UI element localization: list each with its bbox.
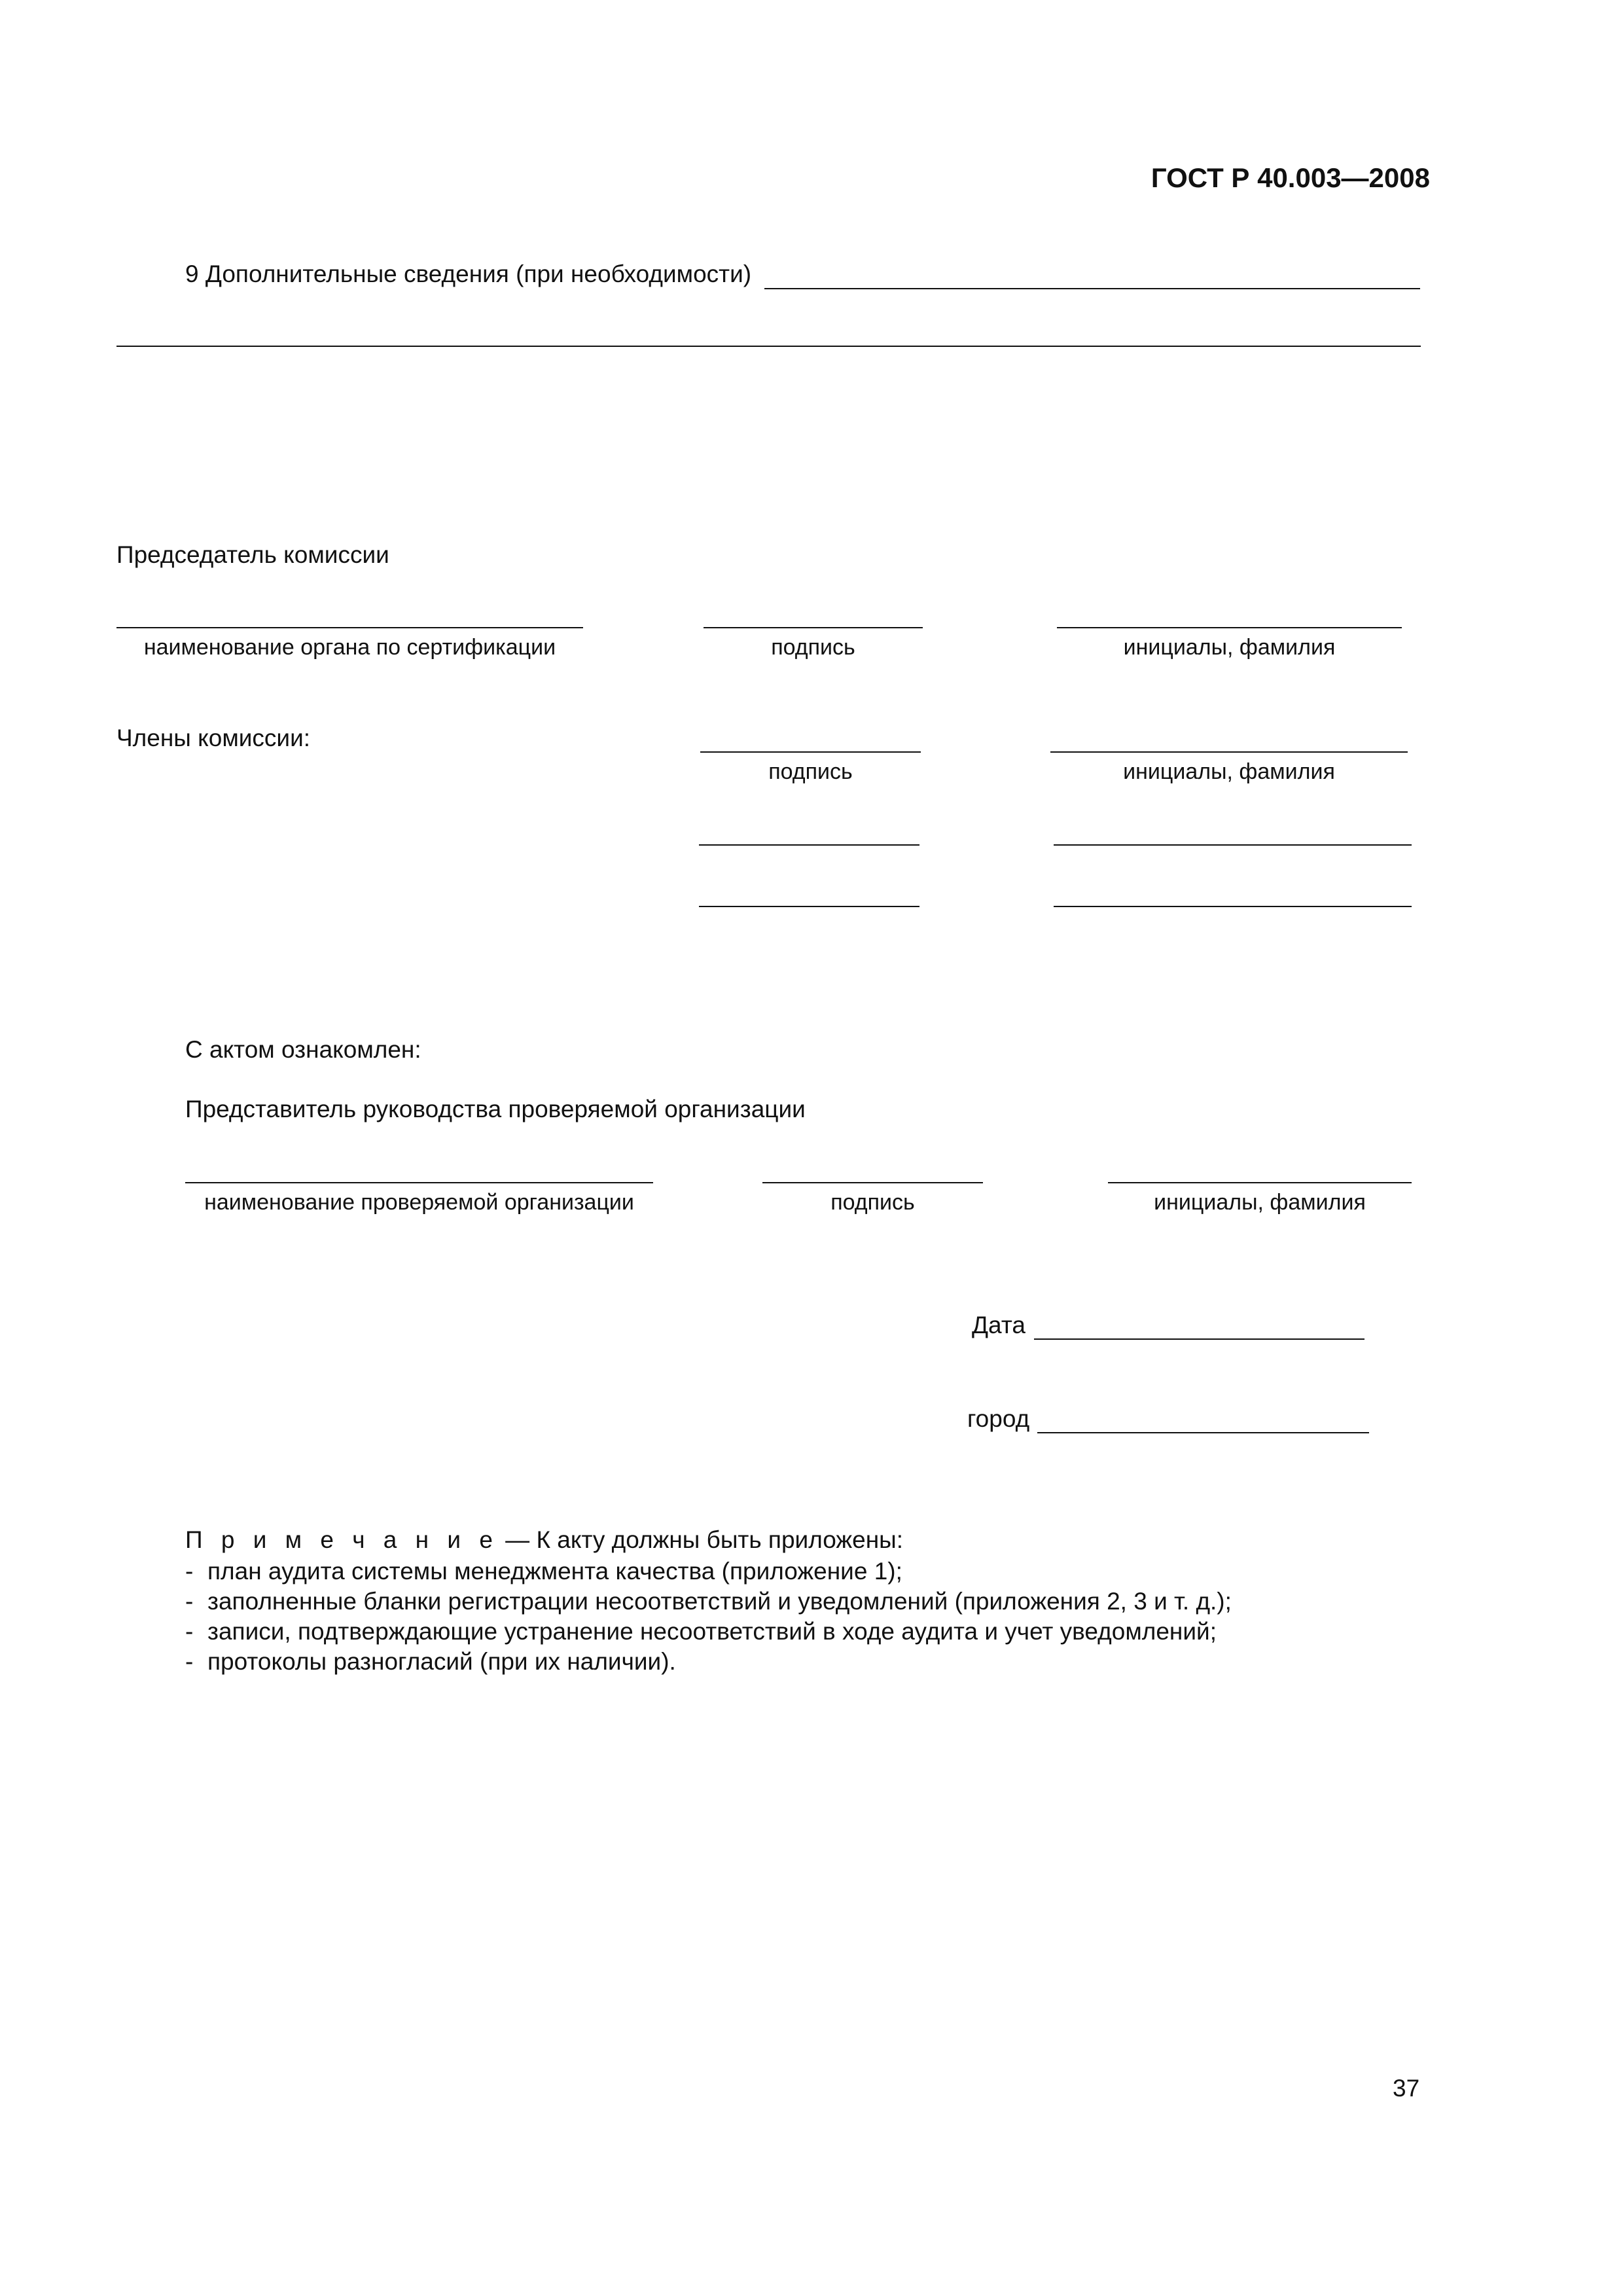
chairman-signature-caption: подпись: [771, 635, 855, 660]
city-field-line[interactable]: [1037, 1432, 1369, 1433]
chairman-name-line[interactable]: [1057, 627, 1402, 628]
note-item: [185, 1588, 1232, 1615]
note-item-text: протоколы разногласий (при их наличии).: [207, 1648, 676, 1675]
member-1-name-line[interactable]: [1050, 751, 1408, 753]
member-1-signature-line[interactable]: [700, 751, 921, 753]
dash-bullet: -: [185, 1588, 194, 1615]
dash-bullet: -: [185, 1558, 194, 1585]
note-item-text: план аудита системы менеджмента качества (приложение 1);: [207, 1558, 902, 1585]
note-item: [185, 1558, 902, 1585]
city-label: город: [967, 1405, 1030, 1432]
note-lead: — К акту должны быть приложены:: [498, 1526, 903, 1553]
section-9-field-line[interactable]: [764, 288, 1420, 289]
representative-signature-caption: подпись: [830, 1190, 915, 1215]
inspected-org-line[interactable]: [185, 1182, 653, 1183]
member-2-name-line[interactable]: [1054, 844, 1412, 846]
chairman-signature-line[interactable]: [704, 627, 923, 628]
date-field-line[interactable]: [1034, 1338, 1364, 1340]
dash-bullet: -: [185, 1618, 194, 1645]
representative-title: Представитель руководства проверяемой организации: [185, 1096, 806, 1122]
page-number: 37: [1393, 2075, 1420, 2102]
note-title: П р и м е ч а н и е: [185, 1526, 499, 1553]
note-item-text: записи, подтверждающие устранение несоответствий в ходе аудита и учет уведомлений;: [207, 1618, 1217, 1645]
representative-name-caption: инициалы, фамилия: [1154, 1190, 1366, 1215]
note-item: [185, 1648, 676, 1676]
members-signature-caption: подпись: [768, 759, 853, 784]
chairman-org-caption: наименование органа по сертификации: [143, 635, 556, 660]
member-3-name-line[interactable]: [1054, 906, 1412, 907]
section-9-label: 9 Дополнительные сведения (при необходимости): [185, 260, 752, 287]
members-name-caption: инициалы, фамилия: [1123, 759, 1335, 784]
note-item: [185, 1618, 1217, 1645]
document-id: ГОСТ Р 40.003—2008: [1150, 162, 1430, 193]
member-2-signature-line[interactable]: [699, 844, 919, 846]
section-9-field-line-2[interactable]: [116, 346, 1421, 347]
note-heading: [185, 1526, 903, 1554]
member-3-signature-line[interactable]: [699, 906, 919, 907]
note-item-text: заполненные бланки регистрации несоответствий и уведомлений (приложения 2, 3 и т. д.);: [207, 1588, 1232, 1615]
chairman-org-line[interactable]: [116, 627, 583, 628]
representative-name-line[interactable]: [1108, 1182, 1412, 1183]
acquainted-title: С актом ознакомлен:: [185, 1036, 421, 1063]
chairman-title: Председатель комиссии: [116, 541, 389, 568]
date-label: Дата: [972, 1312, 1026, 1338]
inspected-org-caption: наименование проверяемой организации: [204, 1190, 634, 1215]
chairman-name-caption: инициалы, фамилия: [1123, 635, 1336, 660]
dash-bullet: -: [185, 1648, 194, 1675]
representative-signature-line[interactable]: [762, 1182, 983, 1183]
members-title: Члены комиссии:: [116, 725, 311, 751]
